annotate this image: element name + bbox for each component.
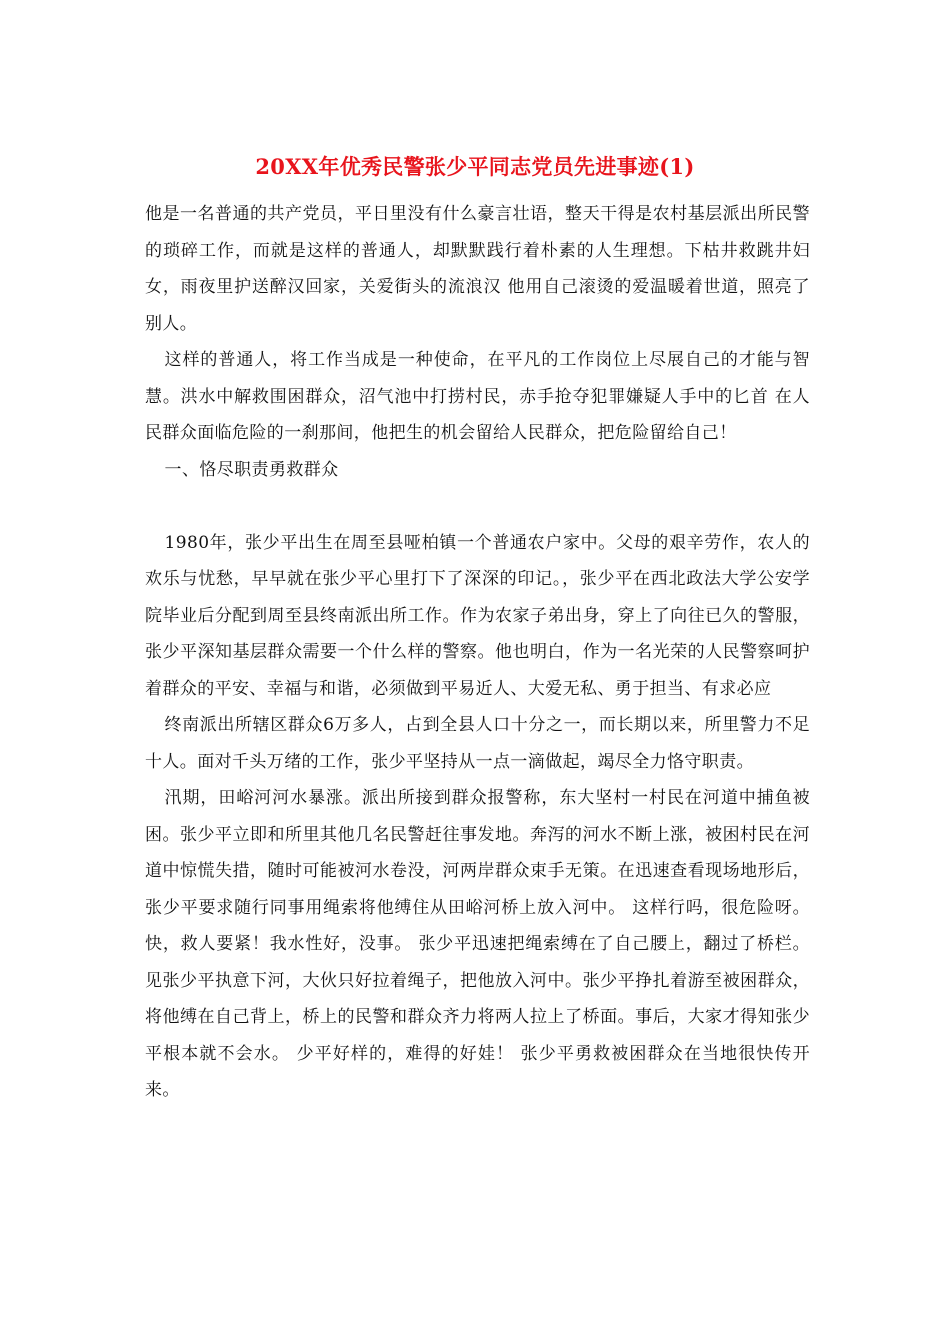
- section-heading: 一、恪尽职责勇救群众: [164, 459, 339, 480]
- paragraph-intro: 他是一名普通的共产党员，平日里没有什么豪言壮语，整天干得是农村基层派出所民警的琐碎工作，而就是这样的普通人，却默默践行着朴素的人生理想。下枯井救跳井妇女，雨夜里护送醉汉回家，关爱街头的流浪汉 他用自己滚烫的爱温暖着世道，照亮了别人。: [145, 204, 810, 334]
- paragraph-mission: 这样的普通人，将工作当成是一种使命，在平凡的工作岗位上尽展自己的才能与智慧。洪水中解救围困群众，沼气池中打捞村民，赤手抢夺犯罪嫌疑人手中的匕首 在人民群众面临危险的一刹那间，他把生的机会留给人民群众，把危险留给自己！: [145, 350, 810, 443]
- blank-line: [145, 488, 810, 525]
- paragraph-background: 1980年，张少平出生在周至县哑柏镇一个普通农户家中。父母的艰辛劳作，农人的欢乐与忧愁，早早就在张少平心里打下了深深的印记。，张少平在西北政法大学公安学院毕业后分配到周至县终南派出所工作。作为农家子弟出身，穿上了向往已久的警服，张少平深知基层群众需要一个什么样的警察。他也明白，作为一名光荣的人民警察呵护着群众的平安、幸福与和谐，必须做到平易近人、大爱无私、勇于担当、有求必应: [145, 532, 810, 699]
- document-title: 20XX年优秀民警张少平同志党员先进事迹(1): [255, 154, 695, 179]
- paragraph-flood-rescue: 汛期，田峪河河水暴涨。派出所接到群众报警称，东大坚村一村民在河道中捕鱼被困。张少平立即和所里其他几名民警赶往事发地。奔泻的河水不断上涨，被困村民在河道中惊慌失措，随时可能被河水卷没，河两岸群众束手无策。在迅速查看现场地形后，张少平要求随行同事用绳索将他缚住从田峪河桥上放入河中。 这样行吗，很危险呀。 快，救人要紧！我水性好，没事。 张少平迅速把绳索缚在了自己腰上，翻过了桥栏。见张少平执意下河，大伙只好拉着绳子，把他放入河中。张少平挣扎着游至被困群众，将他缚在自己背上，桥上的民警和群众齐力将两人拉上了桥面。事后，大家才得知张少平根本就不会水。 少平好样的，难得的好娃！ 张少平勇救被困群众在当地很快传开来。: [145, 788, 810, 1100]
- document-body: [145, 196, 810, 1109]
- paragraph-jurisdiction: 终南派出所辖区群众6万多人，占到全县人口十分之一，而长期以来，所里警力不足十人。面对千头万绪的工作，张少平坚持从一点一滴做起，竭尽全力恪守职责。: [145, 715, 810, 772]
